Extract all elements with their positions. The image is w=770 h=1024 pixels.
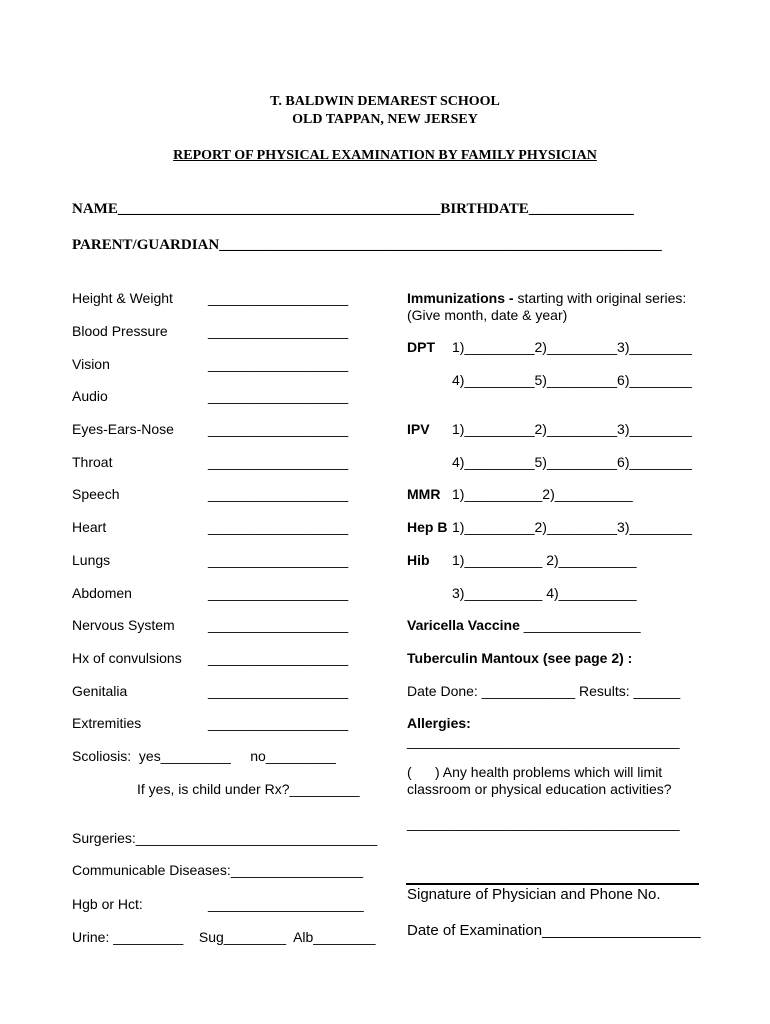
varicella-field[interactable] [407, 617, 641, 633]
school-location: OLD TAPPAN, NEW JERSEY [292, 112, 478, 127]
exam-heart: Heart [72, 519, 107, 535]
exam-audio-blank[interactable]: __________________ [208, 388, 349, 404]
exam-vision-blank[interactable]: __________________ [208, 356, 349, 372]
parent-guardian-label: PARENT/GUARDIAN [72, 237, 220, 253]
exam-hx-convulsions: Hx of convulsions [72, 650, 182, 666]
tuberculin-date-results[interactable]: Date Done: ____________ Results: ______ [407, 683, 681, 699]
exam-extremities: Extremities [72, 715, 142, 731]
immunizations-heading-bold: Immunizations - [407, 290, 518, 306]
surgeries-field[interactable]: Surgeries:_______________________________ [72, 830, 378, 846]
exam-blood-pressure: Blood Pressure [72, 323, 168, 339]
exam-speech-blank[interactable]: __________________ [208, 486, 349, 502]
dpt-row-1[interactable]: 1)_________2)_________3)________ [452, 339, 692, 355]
exam-speech: Speech [72, 486, 120, 502]
dpt-row-2[interactable]: 4)_________5)_________6)________ [452, 372, 692, 388]
parent-guardian-field[interactable] [72, 237, 662, 254]
health-problems-checkbox[interactable]: ( ) Any health problems which will limit [407, 764, 663, 780]
scoliosis-rx-field[interactable]: If yes, is child under Rx?_________ [137, 781, 360, 797]
exam-hx-convulsions-blank[interactable]: __________________ [208, 650, 349, 666]
exam-height-weight: Height & Weight [72, 290, 173, 306]
scoliosis-field[interactable]: Scoliosis: yes_________ no_________ [72, 748, 336, 764]
hepb-row[interactable]: 1)_________2)_________3)________ [452, 519, 692, 535]
tuberculin-label: Tuberculin Mantoux (see page 2) : [407, 650, 633, 666]
health-problems-blank[interactable]: ___________________________________ [407, 815, 680, 831]
form-title: REPORT OF PHYSICAL EXAMINATION BY FAMILY PHYSICIAN [173, 148, 597, 163]
school-name: T. BALDWIN DEMAREST SCHOOL [270, 94, 500, 109]
exam-audio: Audio [72, 388, 108, 404]
immunizations-subheading: (Give month, date & year) [407, 307, 568, 323]
hib-row-2[interactable]: 3)__________ 4)__________ [452, 585, 637, 601]
exam-lungs-blank[interactable]: __________________ [208, 552, 349, 568]
mmr-row[interactable]: 1)__________2)__________ [452, 486, 633, 502]
name-label: NAME [72, 201, 118, 217]
exam-throat-blank[interactable]: __________________ [208, 454, 349, 470]
health-problems-text: classroom or physical education activities? [407, 781, 672, 797]
name-field[interactable] [72, 201, 634, 218]
communicable-diseases-field[interactable]: Communicable Diseases:_________________ [72, 862, 364, 878]
hib-label: Hib [407, 552, 430, 568]
hib-row-1[interactable]: 1)__________ 2)__________ [452, 552, 637, 568]
hepb-label: Hep B [407, 519, 448, 535]
birthdate-blank[interactable]: ______________ [528, 201, 634, 217]
urine-field[interactable]: Urine: _________ Sug________ Alb________ [72, 929, 376, 945]
exam-lungs: Lungs [72, 552, 111, 568]
allergies-blank[interactable]: ___________________________________ [407, 733, 680, 749]
name-blank[interactable]: ___________________________________________ [117, 201, 441, 217]
date-of-examination-field[interactable]: Date of Examination___________________ [407, 922, 701, 939]
dpt-label: DPT [407, 339, 435, 355]
allergies-label: Allergies: [407, 715, 471, 731]
exam-abdomen-blank[interactable]: __________________ [208, 585, 349, 601]
exam-genitalia-blank[interactable]: __________________ [208, 683, 349, 699]
immunizations-heading-rest: starting with original series: [517, 290, 687, 306]
varicella-label: Varicella Vaccine [407, 617, 520, 633]
mmr-label: MMR [407, 486, 441, 502]
exam-vision: Vision [72, 356, 110, 372]
immunizations-heading [407, 290, 686, 306]
exam-blood-pressure-blank[interactable]: __________________ [208, 323, 349, 339]
exam-eyes-ears-nose: Eyes-Ears-Nose [72, 421, 174, 437]
exam-extremities-blank[interactable]: __________________ [208, 715, 349, 731]
exam-eyes-ears-nose-blank[interactable]: __________________ [208, 421, 349, 437]
hgb-hct-label: Hgb or Hct: [72, 896, 143, 912]
ipv-row-2[interactable]: 4)_________5)_________6)________ [452, 454, 692, 470]
exam-nervous-system-blank[interactable]: __________________ [208, 617, 349, 633]
exam-abdomen: Abdomen [72, 585, 132, 601]
parent-guardian-blank[interactable]: ___________________________________________________________ [219, 237, 662, 253]
ipv-label: IPV [407, 421, 430, 437]
birthdate-label: BIRTHDATE [440, 201, 529, 217]
exam-nervous-system: Nervous System [72, 617, 175, 633]
ipv-row-1[interactable]: 1)_________2)_________3)________ [452, 421, 692, 437]
hgb-hct-blank[interactable]: ____________________ [208, 896, 364, 912]
exam-genitalia: Genitalia [72, 683, 128, 699]
exam-height-weight-blank[interactable]: __________________ [208, 290, 349, 306]
exam-throat: Throat [72, 454, 113, 470]
exam-heart-blank[interactable]: __________________ [208, 519, 349, 535]
physician-signature-label: Signature of Physician and Phone No. [407, 886, 661, 903]
varicella-blank[interactable]: _______________ [523, 617, 641, 633]
signature-line[interactable] [406, 883, 699, 885]
